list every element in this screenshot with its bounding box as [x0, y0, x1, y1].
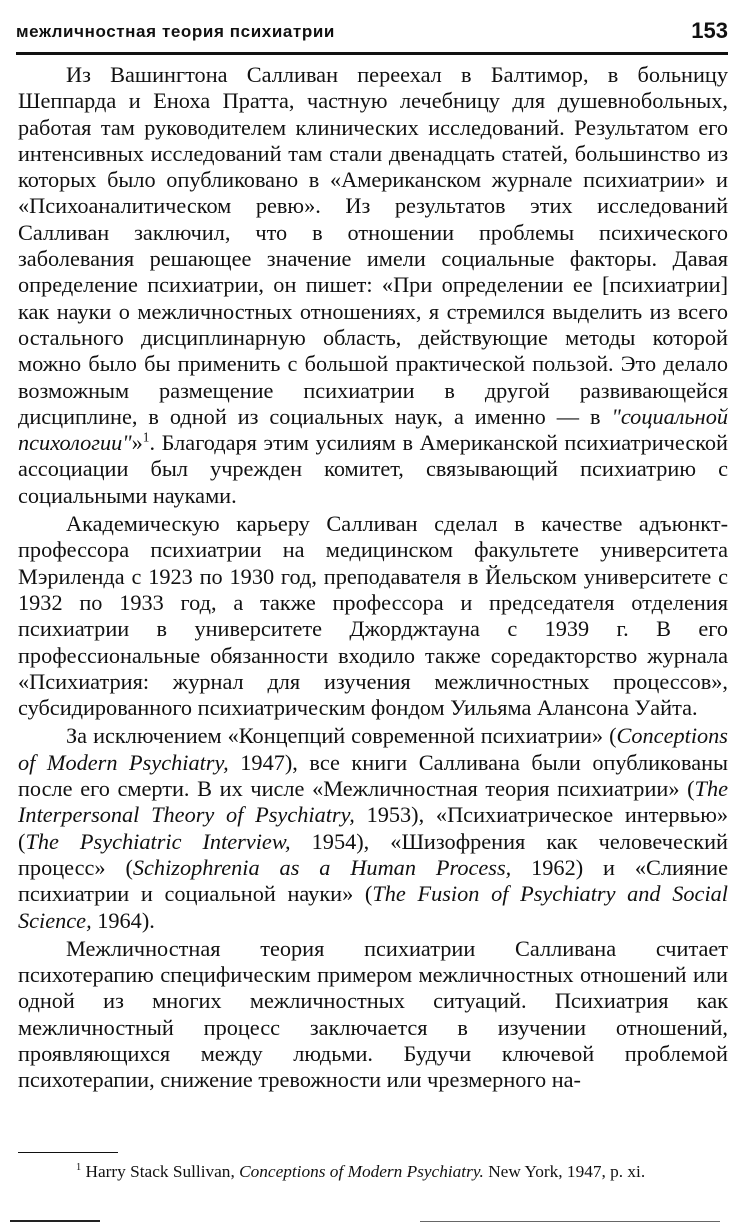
- book-title-english-3: The Psychiatric Interview,: [25, 828, 291, 854]
- paragraph-3-text-6: 1964).: [91, 907, 155, 933]
- italic-phrase: "социальной психологии": [18, 403, 728, 456]
- footnote-reference: 1: [142, 429, 150, 445]
- book-title-english-2: The Interpersonal Theory of Psychiatry,: [18, 776, 728, 828]
- paragraph-2: Академическую карьеру Салливан сделал в качестве адъюнкт-профессора психиатрии на медицинском факультете университета Мэриленда с 1923 по 1930 год, преподавателя в Йельском университете с 1932 по 1933 год, а также профессора и председателя отделения психиатрии в университете Джорджтауна с 1939 г. В его профессиональные обязанности входило также соредакторство журнала «Психиатрия: журнал для изучения межличностных процессов», субсидированного психиатрическим фондом Уильяма Алансона Уайта.: [18, 511, 728, 721]
- paragraph-3-text-3: 1953), «Психиатрическое интервью» (: [18, 802, 728, 854]
- page-number: 153: [691, 18, 728, 43]
- paragraph-3: [18, 723, 728, 933]
- paragraph-3-text-1: За исключением «Концепций современной психиатрии» (: [66, 723, 617, 749]
- paragraph-4: Межличностная теория психиатрии Салливана считает психотерапию специфическим примером межличностных отношений или одной из многих межличностных ситуаций. Психиатрия как межличностный процесс заключается в изучении отношений, проявляющихся между людьми. Будучи ключевой проблемой психотерапии, снижение тревожности или чрезмерного на-: [18, 935, 728, 1093]
- running-header: [16, 18, 728, 55]
- paragraph-3-text-5: 1962) и «Слияние психиатрии и социальной науки» (: [18, 854, 728, 907]
- footnote-book-title: Conceptions of Modern Psychiatry.: [239, 1162, 484, 1181]
- footnote-divider: [18, 1152, 118, 1153]
- paragraph-1-continuation: . Благодаря этим усилиям в Американской психиатрической ассоциации был учрежден комитет, связывающий психиатрию с социальными науками.: [18, 430, 728, 508]
- paragraph-3-text-2: 1947), все книги Салливана были опубликованы после его смерти. В их числе «Межличностная теория психиатрии» (: [18, 749, 729, 802]
- footnote-marker: 1: [76, 1162, 82, 1174]
- footnote-author: Harry Stack Sullivan,: [81, 1162, 240, 1181]
- footnote: [18, 1160, 728, 1183]
- bottom-edge-marks: [0, 1220, 750, 1224]
- running-title: межличностная теория психиатрии: [16, 22, 335, 41]
- bottom-mark-right: [420, 1221, 720, 1222]
- closing-quote: »: [131, 430, 143, 456]
- book-title-english-1: Conceptions of Modern Psychiatry,: [18, 723, 728, 775]
- book-title-english-4: Schizophrenia as a Human Process,: [132, 854, 512, 880]
- book-title-english-5: The Fusion of Psychiatry and Social Science,: [18, 881, 728, 933]
- paragraph-1: [18, 62, 728, 509]
- paragraph-1-text: Из Вашингтона Салливан переехал в Балтимор, в больницу Шеппарда и Еноха Пратта, частную лечебницу для душевнобольных, работая там руководителем клинических исследований. Результатом его интенсивных исследований там стали двенадцать статей, большинство из которых было опубликовано в «Американском журнале психиатрии» и «Психоаналитическом ревю». Из результатов этих исследований Салливан заключил, что в отношении проблемы психического заболевания решающее значение имели социальные факторы. Давая определение психиатрии, он пишет: «При определении ее [психиатрии] как науки о межличностных отношениях, я стремился выделить из всего остального дисциплинарную область, действующие методы которой можно было бы применить с большой практической пользой. Это делало возможным размещение психиатрии в другой развивающейся дисциплине, в одной из социальных наук, а именно — в: [18, 62, 728, 429]
- main-text: [18, 62, 728, 1094]
- bottom-mark-left: [10, 1220, 100, 1222]
- footnote-publication: New York, 1947, p. xi.: [483, 1162, 646, 1181]
- paragraph-3-text-4: 1954), «Шизофрения как человеческий процесс» (: [18, 828, 728, 880]
